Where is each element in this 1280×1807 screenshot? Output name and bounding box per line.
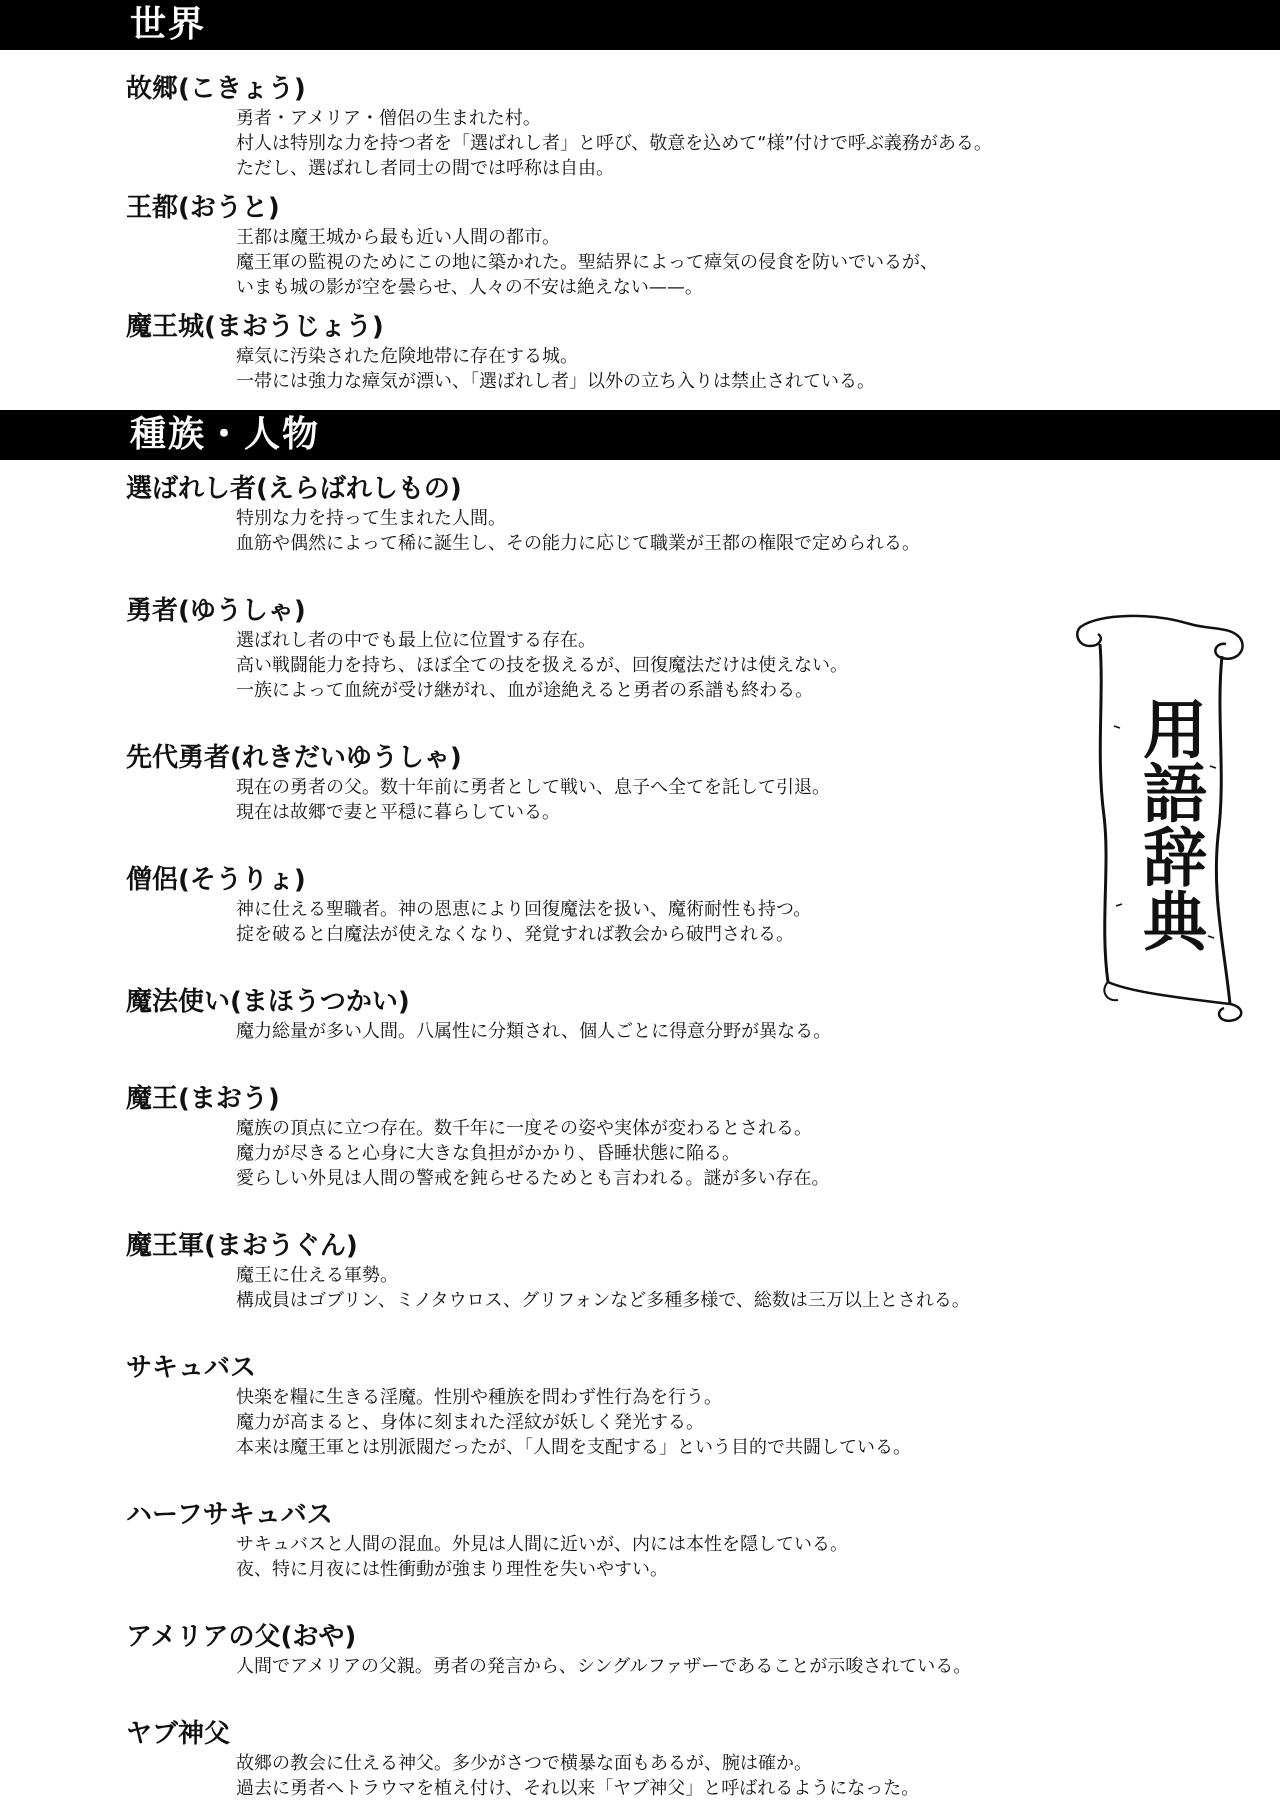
- description-line: 愛らしい外見は人間の警戒を鈍らせるためとも言われる。謎が多い存在。: [236, 1168, 830, 1189]
- description-line: 村人は特別な力を持つ者を「選ばれし者」と呼び、敬意を込めて“様”付けで呼ぶ義務がある。: [236, 133, 992, 154]
- entry-term: 勇者(ゆうしゃ): [126, 596, 306, 626]
- entry-kokyou: [0, 72, 1280, 181]
- description-line: 魔族の頂点に立つ存在。数千年に一度その姿や実体が変わるとされる。: [236, 1118, 812, 1139]
- description-line: 魔力総量が多い人間。八属性に分類され、個人ごとに得意分野が異なる。: [236, 1021, 832, 1042]
- description-line: 魔王に仕える軍勢。: [236, 1265, 398, 1286]
- entry-outo: [0, 191, 1280, 300]
- entry-description: [236, 225, 1280, 300]
- entry-description: [236, 1654, 1280, 1679]
- description-line: 勇者・アメリア・僧侶の生まれた村。: [236, 108, 541, 129]
- section-title: 種族・人物: [130, 414, 321, 455]
- description-line: 血筋や偶然によって稀に誕生し、その能力に応じて職業が王都の権限で定められる。: [236, 533, 920, 554]
- entry-amelia-father: [0, 1620, 1280, 1679]
- description-line: 選ばれし者の中でも最上位に位置する存在。: [236, 630, 596, 651]
- entry-description: [236, 1751, 1280, 1801]
- entry-description: [236, 1263, 1280, 1313]
- description-line: 夜、特に月夜には性衝動が強まり理性を失いやすい。: [236, 1559, 668, 1580]
- description-line: 神に仕える聖職者。神の恩恵により回復魔法を扱い、魔術耐性も持つ。: [236, 899, 812, 920]
- section-header-races-characters: [0, 410, 1280, 460]
- entry-term: 魔法使い(まほうつかい): [126, 987, 410, 1017]
- glossary-title: 用語辞典: [1132, 696, 1206, 952]
- entry-maougun: [0, 1229, 1280, 1313]
- entry-term: 魔王(まおう): [126, 1084, 280, 1114]
- entry-term: 魔王城(まおうじょう): [126, 312, 384, 342]
- description-line: 一帯には強力な瘴気が漂い、「選ばれし者」以外の立ち入りは禁止されている。: [236, 371, 875, 392]
- description-line: 特別な力を持って生まれた人間。: [236, 508, 506, 529]
- entry-term: 先代勇者(れきだいゆうしゃ): [126, 743, 462, 773]
- section-header-world: [0, 0, 1280, 50]
- entry-half-succubus: [0, 1498, 1280, 1582]
- entry-term: ハーフサキュバス: [126, 1500, 333, 1530]
- entry-term: アメリアの父(おや): [126, 1622, 357, 1652]
- description-line: 快楽を糧に生きる淫魔。性別や種族を問わず性行為を行う。: [236, 1387, 722, 1408]
- description-line: 掟を破ると白魔法が使えなくなり、発覚すれば教会から破門される。: [236, 924, 794, 945]
- description-line: 人間でアメリアの父親。勇者の発言から、シングルファザーであることが示唆されている。: [236, 1656, 972, 1677]
- glossary-scroll-banner: [1070, 606, 1250, 1028]
- entry-term: 僧侶(そうりょ): [126, 865, 306, 895]
- entry-description: [236, 1532, 1280, 1582]
- description-line: 高い戦闘能力を持ち、ほぼ全ての技を扱えるが、回復魔法だけは使えない。: [236, 655, 848, 676]
- description-line: 魔力が高まると、身体に刻まれた淫紋が妖しく発光する。: [236, 1412, 704, 1433]
- description-line: 一族によって血統が受け継がれ、血が途絶えると勇者の系譜も終わる。: [236, 680, 814, 701]
- description-line: 王都は魔王城から最も近い人間の都市。: [236, 227, 560, 248]
- description-line: 現在は故郷で妻と平穏に暮らしている。: [236, 802, 560, 823]
- entry-description: [236, 344, 1280, 394]
- entry-succubus: [0, 1351, 1280, 1460]
- section-title: 世界: [130, 4, 207, 45]
- description-line: 本来は魔王軍とは別派閥だったが、「人間を支配する」という目的で共闘している。: [236, 1437, 911, 1458]
- entry-description: [236, 106, 1280, 181]
- entry-maoujou: [0, 310, 1280, 394]
- entry-term: 王都(おうと): [126, 193, 280, 223]
- entry-description: [236, 1385, 1280, 1460]
- description-line: サキュバスと人間の混血。外見は人間に近いが、内には本性を隠している。: [236, 1534, 848, 1555]
- description-line: 現在の勇者の父。数十年前に勇者として戦い、息子へ全てを託して引退。: [236, 777, 830, 798]
- description-line: 魔王軍の監視のためにこの地に築かれた。聖結界によって瘴気の侵食を防いでいるが、: [236, 252, 938, 273]
- description-line: 魔力が尽きると心身に大きな負担がかかり、昏睡状態に陥る。: [236, 1143, 740, 1164]
- entry-erabareshimono: [0, 472, 1280, 556]
- description-line: ただし、選ばれし者同士の間では呼称は自由。: [236, 158, 614, 179]
- entry-term: 故郷(こきょう): [126, 74, 306, 104]
- entry-term: 魔王軍(まおうぐん): [126, 1231, 358, 1261]
- description-line: 過去に勇者へトラウマを植え付け、それ以来「ヤブ神父」と呼ばれるようになった。: [236, 1778, 920, 1799]
- entry-term: ヤブ神父: [126, 1719, 231, 1749]
- entry-description: [236, 506, 1280, 556]
- description-line: 瘴気に汚染された危険地帯に存在する城。: [236, 346, 578, 367]
- entry-term: サキュバス: [126, 1353, 257, 1383]
- description-line: 構成員はゴブリン、ミノタウロス、グリフォンなど多種多様で、総数は三万以上とされる。: [236, 1290, 970, 1311]
- entry-description: [236, 1116, 1280, 1191]
- description-line: 故郷の教会に仕える神父。多少がさつで横暴な面もあるが、腕は確か。: [236, 1753, 812, 1774]
- section-world: [0, 72, 1280, 394]
- entry-maou: [0, 1082, 1280, 1191]
- entry-term: 選ばれし者(えらばれしもの): [126, 474, 462, 504]
- entry-yabu-shinpu: [0, 1717, 1280, 1801]
- description-line: いまも城の影が空を曇らせ、人々の不安は絶えない——。: [236, 277, 703, 298]
